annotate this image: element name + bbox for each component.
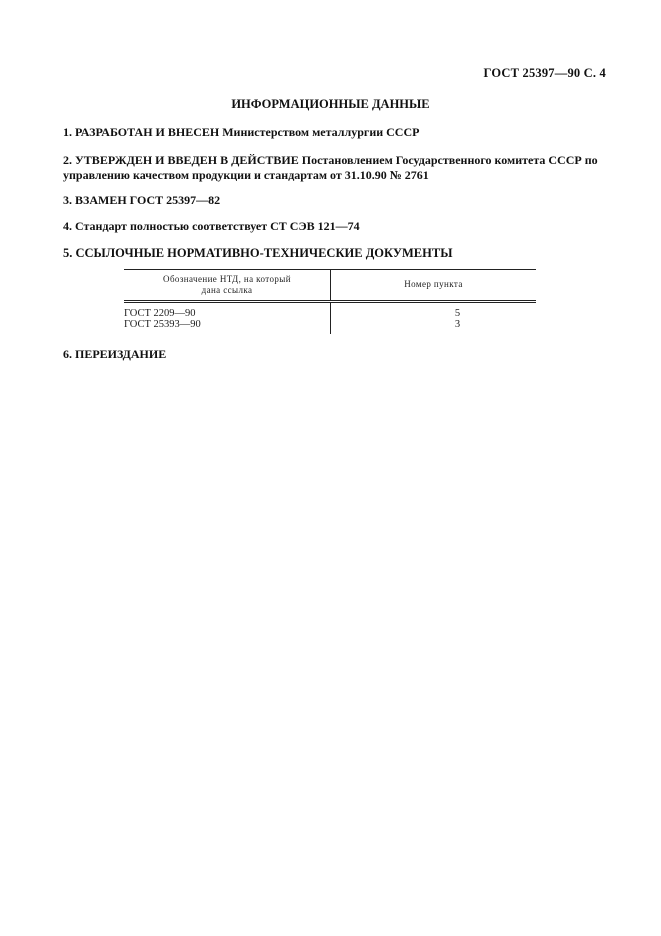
column-header-document-line2: дана ссылка	[201, 285, 253, 295]
item-reissue: 6. ПЕРЕИЗДАНИЕ	[63, 347, 167, 361]
table-cell-clause-value: 3	[454, 319, 461, 330]
item-approved-line1: 2. УТВЕРЖДЕН И ВВЕДЕН В ДЕЙСТВИЕ Постановлением Государственного комитета СССР по	[63, 153, 598, 167]
table-row	[124, 303, 536, 319]
table-cell-document: ГОСТ 25393—90	[124, 319, 201, 330]
table-cell-clause	[330, 319, 536, 334]
table-cell-clause	[330, 303, 536, 319]
item-references-heading: 5. ССЫЛОЧНЫЕ НОРМАТИВНО-ТЕХНИЧЕСКИЕ ДОКУМЕНТЫ	[63, 246, 453, 260]
table-row	[124, 319, 536, 334]
item-conformity: 4. Стандарт полностью соответствует СТ СЭВ 121—74	[63, 219, 360, 233]
table-header-row	[124, 270, 536, 300]
item-developed: 1. РАЗРАБОТАН И ВНЕСЕН Министерством металлургии СССР	[63, 125, 420, 139]
column-header-clause: Номер пункта	[330, 270, 536, 300]
item-approved-line2: управлению качеством продукции и стандартам от 31.10.90 № 2761	[63, 168, 429, 182]
table-cell-document: ГОСТ 2209—90	[124, 308, 196, 319]
references-table	[124, 269, 536, 334]
page-header: ГОСТ 25397—90 С. 4	[483, 66, 606, 80]
item-approved	[63, 153, 608, 183]
column-header-document-line1: Обозначение НТД, на который	[163, 274, 291, 284]
item-replaces: 3. ВЗАМЕН ГОСТ 25397—82	[63, 193, 221, 207]
table-cell-clause-value: 5	[454, 308, 461, 319]
column-header-document	[124, 270, 330, 300]
document-title: ИНФОРМАЦИОННЫЕ ДАННЫЕ	[231, 97, 430, 111]
